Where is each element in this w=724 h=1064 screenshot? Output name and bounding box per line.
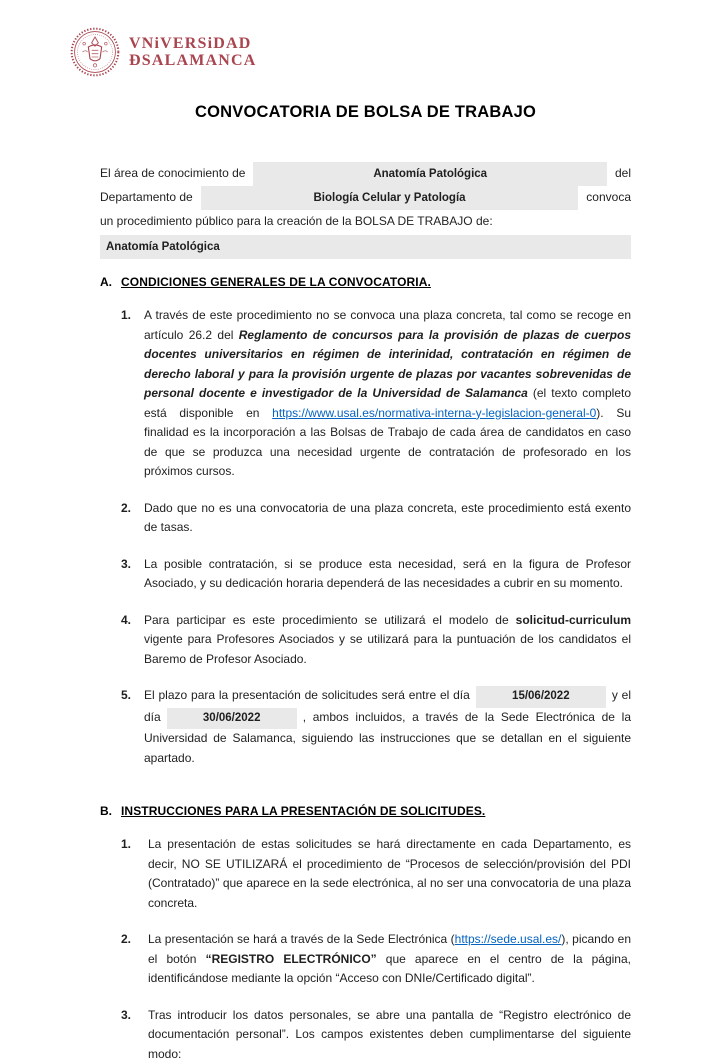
university-wordmark-line2: ÐSALAMANCA bbox=[129, 52, 257, 69]
start-date-field[interactable]: 15/06/2022 bbox=[476, 686, 606, 708]
item-a1-text bbox=[144, 306, 631, 482]
item-a2-text: Dado que no es una convocatoria de una plaza concreta, este procedimiento está exento de tasas. bbox=[144, 499, 631, 538]
item-a1-reglamento: Reglamento de concursos para la provisión de plazas de cuerpos docentes universitarios en régimen de interinidad, contratación en régimen de derecho laboral y para la provisión urgente de plazas por vacantes sobrevenidas de personal docente e investigador de la Universidad de Salamanca bbox=[144, 328, 631, 401]
section-b-heading bbox=[100, 804, 631, 818]
list-item-b1 bbox=[121, 835, 631, 913]
intro-line1-pre: El área de conocimiento de bbox=[100, 162, 245, 184]
item-a2-number: 2. bbox=[121, 499, 144, 538]
item-a5-part2: y el día bbox=[144, 688, 631, 724]
departamento-field[interactable]: Biología Celular y Patología bbox=[201, 186, 579, 210]
item-b3-number: 3. bbox=[121, 1006, 148, 1064]
item-a5-part3: , ambos incluidos, a través de la Sede Electrónica de la Universidad de Salamanca, siguiendo las instrucciones que se detallan en el siguiente apartado. bbox=[144, 710, 631, 765]
section-a-heading bbox=[100, 275, 631, 289]
area-conocimiento-field[interactable]: Anatomía Patológica bbox=[253, 162, 607, 186]
document-title: CONVOCATORIA DE BOLSA DE TRABAJO bbox=[100, 103, 631, 122]
item-b2-number: 2. bbox=[121, 930, 148, 989]
item-a1-number: 1. bbox=[121, 306, 144, 482]
section-a-letter: A. bbox=[100, 275, 121, 289]
intro-line-2 bbox=[100, 186, 631, 210]
bolsa-trabajo-field[interactable]: Anatomía Patológica bbox=[100, 235, 631, 259]
item-a4-part2: vigente para Profesores Asociados y se utilizará para la puntuación de los candidatos el Baremo de Profesor Asociado. bbox=[144, 632, 631, 666]
university-wordmark-line1: VNiVERSiDAD bbox=[129, 35, 257, 52]
item-a3-number: 3. bbox=[121, 555, 144, 594]
list-item-a3 bbox=[121, 555, 631, 594]
list-item-a4 bbox=[121, 611, 631, 670]
sede-electronica-link[interactable]: https://sede.usal.es/ bbox=[455, 932, 562, 946]
item-a4-number: 4. bbox=[121, 611, 144, 670]
item-a4-part1: Para participar es este procedimiento se utilizará el modelo de bbox=[144, 613, 516, 627]
item-b2-part3: que aparece en el centro de la página, identificándose mediante la opción “Acceso con DNIe/Certificado digital”. bbox=[148, 952, 631, 986]
list-item-a5 bbox=[121, 686, 631, 768]
item-b2-registro-bold: “REGISTRO ELECTRÓNICO” bbox=[206, 952, 377, 966]
item-a1-part1: A través de este procedimiento no se convoca una plaza concreta, tal como se recoge en artículo 26.2 del bbox=[144, 308, 631, 342]
item-a3-text: La posible contratación, si se produce esta necesidad, será en la figura de Profesor Asociado, y su dedicación horaria dependerá de las necesidades a cubrir en su momento. bbox=[144, 555, 631, 594]
item-a4-solicitud-bold: solicitud-curriculum bbox=[516, 613, 631, 627]
list-item-b3 bbox=[121, 1006, 631, 1064]
item-b2-part1: La presentación se hará a través de la Sede Electrónica ( bbox=[148, 932, 455, 946]
list-item-a1 bbox=[121, 306, 631, 482]
item-b2-part2: ), picando en el botón bbox=[148, 932, 631, 966]
item-b3-text: Tras introducir los datos personales, se abre una pantalla de “Registro electrónico de documentación personal”. Los campos existentes deben cumplimentarse del siguiente modo: bbox=[148, 1006, 631, 1064]
item-a1-part2: (el texto completo está disponible en bbox=[144, 386, 631, 420]
end-date-field[interactable]: 30/06/2022 bbox=[167, 708, 297, 730]
list-item-b2 bbox=[121, 930, 631, 989]
section-a-title: CONDICIONES GENERALES DE LA CONVOCATORIA. bbox=[121, 275, 431, 289]
intro-paragraph bbox=[100, 162, 631, 259]
item-a5-number: 5. bbox=[121, 686, 144, 768]
intro-line2-post: convoca bbox=[586, 186, 631, 208]
intro-line-3: un procedimiento público para la creación de la BOLSA DE TRABAJO de: bbox=[100, 210, 631, 232]
section-b-title: INSTRUCCIONES PARA LA PRESENTACIÓN DE SOLICITUDES. bbox=[121, 804, 485, 818]
item-a5-text bbox=[144, 686, 631, 768]
intro-line-1 bbox=[100, 162, 631, 186]
section-a-items bbox=[121, 306, 631, 768]
list-item-a2 bbox=[121, 499, 631, 538]
item-a1-part3: ). Su finalidad es la incorporación a las Bolsas de Trabajo de cada área de candidatos en caso de que se produzca una necesidad urgente de contratación de profesorado en los próximos cursos. bbox=[144, 406, 631, 479]
item-b2-text bbox=[148, 930, 631, 989]
intro-line2-pre: Departamento de bbox=[100, 186, 193, 208]
item-a4-text bbox=[144, 611, 631, 670]
item-b1-text: La presentación de estas solicitudes se hará directamente en cada Departamento, es decir, NO SE UTILIZARÁ el procedimiento de “Procesos de selección/provisión del PDI (Contratado)” que aparece en la sede electrónica, al no ser una convocatoria de una plaza concreta. bbox=[148, 835, 631, 913]
section-b-letter: B. bbox=[100, 804, 121, 818]
item-b1-number: 1. bbox=[121, 835, 148, 913]
normativa-link[interactable]: https://www.usal.es/normativa-interna-y-legislacion-general-0 bbox=[272, 406, 596, 420]
section-b-items bbox=[121, 835, 631, 1064]
item-a5-part1: El plazo para la presentación de solicitudes será entre el día bbox=[144, 688, 470, 702]
intro-line1-post: del bbox=[615, 162, 631, 184]
